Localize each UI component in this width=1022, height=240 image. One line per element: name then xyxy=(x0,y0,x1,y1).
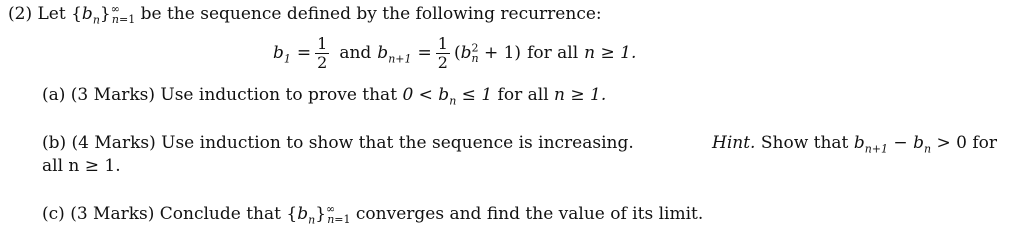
part-a: (a) (3 Marks) Use induction to prove that $0 < b_n \le 1$ for all n ≥ 1. xyxy=(42,85,607,108)
part-b-line1: (b) (4 Marks) Use induction to show that the sequence is increasing. Hint. Show that $b_{n+1} - b_n > 0$ for xyxy=(42,133,997,156)
sequence-notation: $\{b_n\}^\infty_{n=1}$ xyxy=(71,2,136,27)
bn1-symbol: $b_{n+1}$ xyxy=(377,43,412,66)
half-fraction-2: $\frac{1}{2}$ xyxy=(437,33,448,72)
sequence-notation-c: $\{b_n\}^\infty_{n=1}$ xyxy=(286,202,351,227)
problem-intro xyxy=(8,3,602,25)
part-b-hint: Hint. Show that $b_{n+1} - b_n > 0$ for xyxy=(712,133,997,156)
part-a-math: $0 < b_n \le 1$ xyxy=(402,85,493,108)
rhs-expression: $(b^2_n + 1)$ xyxy=(453,41,522,66)
and-word: and xyxy=(339,43,372,63)
part-b-line2: all n ≥ 1. xyxy=(42,156,121,176)
problem-number: (2) xyxy=(8,4,33,24)
part-c: (c) (3 Marks) Conclude that $\{b_n\}^\infty_{n=1}$ converges and find the value of its limit. xyxy=(42,202,704,227)
intro-let: Let xyxy=(37,4,66,24)
condition: n ≥ 1. xyxy=(584,43,637,63)
b1-symbol: $b_1$ xyxy=(273,43,291,66)
equals-sign: = xyxy=(296,43,312,63)
intro-rest: be the sequence defined by the following recurrence: xyxy=(140,4,602,24)
recurrence-equation: $b_1$ = $\frac{1}{2}$ and $b_{n+1}$ = $\frac{1}{2}$ $(b^2_n + 1)$ for all n ≥ 1. xyxy=(273,33,637,72)
for-all-text: for all xyxy=(527,43,579,63)
half-fraction: $\frac{1}{2}$ xyxy=(317,33,328,72)
